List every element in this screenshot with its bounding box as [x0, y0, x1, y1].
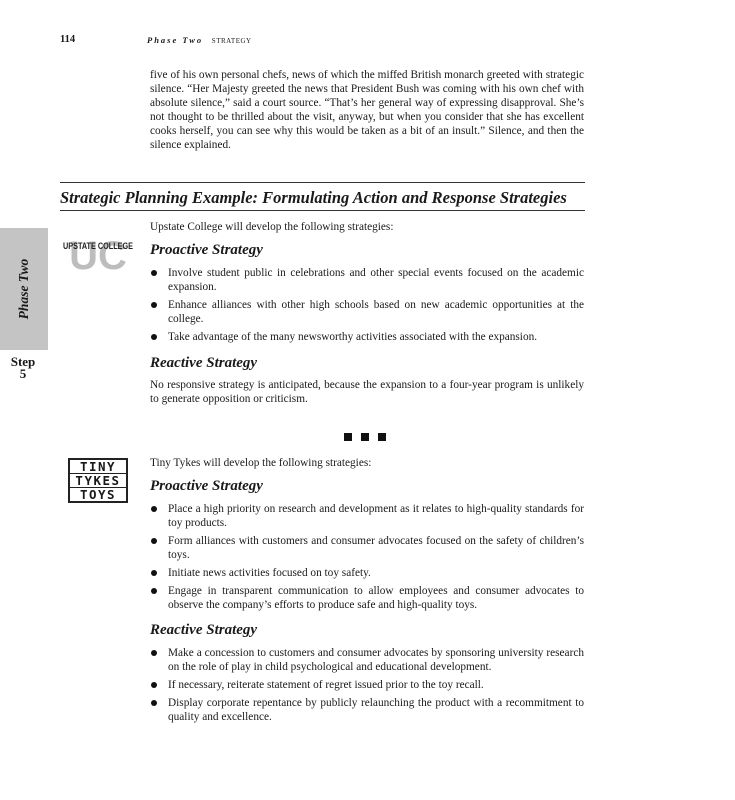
- list-item: Display corporate repentance by publicly relaunching the product with a recommitment to quality and excellence.: [150, 696, 584, 724]
- running-head: [147, 35, 252, 45]
- page-number: 114: [60, 34, 76, 45]
- list-item: Engage in transparent communication to allow employees and consumer advocates to observe the company’s efforts to produce safe and high-quality toys.: [150, 584, 584, 612]
- list-item: Place a high priority on research and development as it relates to high-quality standards for toy products.: [150, 502, 584, 530]
- tiny-tykes-logo-line: TINY: [79, 459, 117, 474]
- upstate-reactive-heading: Reactive Strategy: [150, 355, 258, 371]
- tinytykes-proactive-list: [150, 502, 584, 612]
- tinytykes-reactive-list: [150, 646, 584, 724]
- upstate-college-logo-graphic: [62, 228, 134, 272]
- list-item: Involve student public in celebrations and other special events focused on the academic expansion.: [150, 266, 584, 294]
- section-divider: [344, 428, 395, 446]
- section-rule-bottom: [60, 210, 585, 211]
- list-item: If necessary, reiterate statement of regret issued prior to the toy recall.: [150, 678, 584, 692]
- list-item: Initiate news activities focused on toy safety.: [150, 566, 584, 580]
- tinytykes-intro: Tiny Tykes will develop the following strategies:: [150, 457, 372, 469]
- tiny-tykes-logo-line: TOYS: [70, 487, 126, 501]
- upstate-logo-text: UPSTATE COLLEGE: [63, 241, 133, 252]
- upstate-reactive-text: No responsive strategy is anticipated, because the expansion to a four-year program is unlikely to generate opposition or criticism.: [150, 379, 584, 405]
- upstate-intro: Upstate College will develop the following strategies:: [150, 221, 394, 233]
- step-label: [8, 356, 38, 380]
- upstate-college-logo: [62, 228, 134, 272]
- list-item: Enhance alliances with other high schools based on new academic opportunities at the college.: [150, 298, 584, 326]
- intro-paragraph: five of his own personal chefs, news of which the miffed British monarch greeted with strategic silence. “Her Majesty greeted the news that President Bush was coming with his own chef with absolute silence,” said a court source. “That’s her general way of expressing disapproval. She’s not thought to be thrilled about the visit, anyway, but when you consider that she has excellent cooks herself, you can see why this would be taken as a bit of an insult.” Silence, and then the silence explained.: [150, 69, 584, 151]
- side-tab-label: Phase Two: [16, 258, 31, 320]
- list-item: Take advantage of the many newsworthy activities associated with the expansion.: [150, 330, 584, 344]
- section-title: Strategic Planning Example: Formulating Action and Response Strategies: [60, 188, 567, 207]
- list-item: Make a concession to customers and consumer advocates by sponsoring university research on the role of play in child psychological and educational development.: [150, 646, 584, 674]
- running-head-phase: Phase Two: [147, 35, 204, 45]
- upstate-proactive-heading: Proactive Strategy: [150, 242, 263, 258]
- tiny-tykes-logo-line: TYKES: [70, 473, 126, 487]
- step-word: Step: [10, 354, 36, 369]
- tinytykes-proactive-heading: Proactive Strategy: [150, 478, 263, 494]
- tinytykes-reactive-heading: Reactive Strategy: [150, 622, 258, 638]
- list-item: Form alliances with customers and consumer advocates focused on the safety of children’s toys.: [150, 534, 584, 562]
- step-number: 5: [19, 366, 27, 381]
- running-head-chapter: STRATEGY: [211, 37, 252, 45]
- section-rule-top: [60, 182, 585, 183]
- tiny-tykes-logo: [68, 458, 128, 503]
- upstate-logo-monogram: UC: [69, 234, 127, 272]
- upstate-proactive-list: [150, 266, 584, 344]
